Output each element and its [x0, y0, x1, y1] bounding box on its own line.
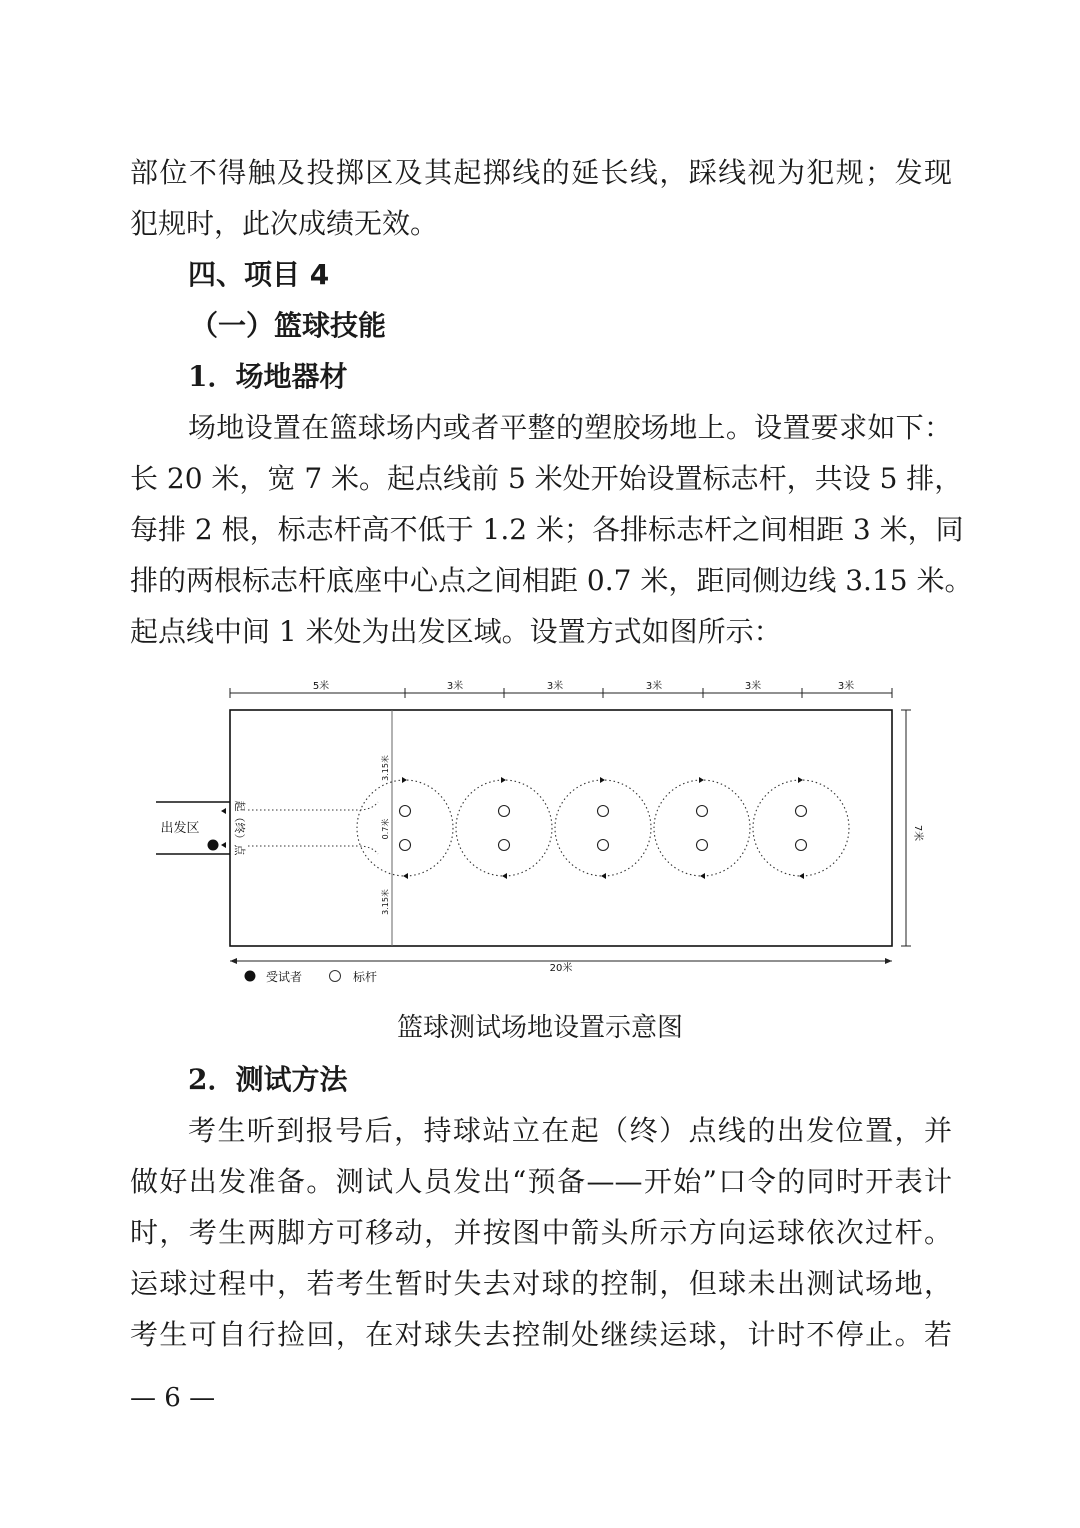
- paragraph-line: 排的两根标志杆底座中心点之间相距 0.7 米，距同侧边线 3.15 米。: [130, 564, 973, 597]
- page-number: — 6 —: [130, 1383, 216, 1413]
- dim-label-3m: 3米: [546, 681, 564, 692]
- figure-caption: 篮球测试场地设置示意图: [396, 1013, 683, 1043]
- pole-marker: [598, 806, 609, 817]
- item-title: 2．测试方法: [188, 1063, 348, 1096]
- lower-side-distance-label: 3.15米: [381, 889, 390, 915]
- paragraph-line: 犯规时，此次成绩无效。: [130, 207, 439, 240]
- dribble-path-circle: [357, 780, 453, 876]
- length-dim-arrow-right: [885, 958, 892, 964]
- dim-label-3m: 3米: [645, 681, 663, 692]
- paragraph-line: 运球过程中，若考生暂时失去对球的控制，但球未出测试场地，: [130, 1267, 952, 1300]
- entry-path: [248, 802, 378, 810]
- direction-arrow-icon: [501, 777, 506, 783]
- dim-label-3m: 3米: [744, 681, 762, 692]
- item-title: 1．场地器材: [188, 360, 348, 393]
- dribble-path-circle: [555, 780, 651, 876]
- direction-arrow-icon: [699, 777, 704, 783]
- direction-arrow-icon: [403, 873, 408, 879]
- section-title: 四、项目 4: [188, 258, 330, 291]
- pole-marker: [697, 840, 708, 851]
- paragraph-line: 起点线中间 1 米处为出发区域。设置方式如图所示：: [130, 615, 782, 648]
- pole-marker: [400, 840, 411, 851]
- pole-marker: [499, 806, 510, 817]
- pole-marker: [598, 840, 609, 851]
- start-arrow-icon: [221, 808, 226, 814]
- dribble-path-circle: [753, 780, 849, 876]
- dribble-path-circle: [456, 780, 552, 876]
- court-boundary: [230, 710, 892, 946]
- dim-label-5m: 5米: [312, 681, 330, 692]
- legend-player-icon: [245, 971, 256, 982]
- start-area-label: 出发区: [160, 821, 200, 836]
- dim-label-3m: 3米: [446, 681, 464, 692]
- paragraph-line: 考生可自行捡回，在对球失去控制处继续运球，计时不停止。若: [130, 1318, 952, 1351]
- direction-arrow-icon: [600, 777, 605, 783]
- direction-arrow-icon: [502, 873, 507, 879]
- player-marker: [208, 840, 219, 851]
- dribble-path-circle: [654, 780, 750, 876]
- pole-marker: [697, 806, 708, 817]
- paragraph-line: 部位不得触及投掷区及其起掷线的延长线，踩线视为犯规；发现: [130, 156, 952, 189]
- subsection-title: （一）篮球技能: [190, 309, 387, 342]
- paragraph-line: 每排 2 根，标志杆高不低于 1.2 米；各排标志杆之间相距 3 米，同: [130, 513, 964, 546]
- dim-label-3m: 3米: [837, 681, 855, 692]
- length-dim-arrow-left: [230, 958, 237, 964]
- paragraph-line: 时，考生两脚方可移动，并按图中箭头所示方向运球依次过杆。: [130, 1216, 952, 1249]
- pole-marker: [499, 840, 510, 851]
- court-diagram: [150, 676, 923, 996]
- start-line-label: 起（终）点: [233, 800, 246, 856]
- legend-player-label: 受试者: [266, 970, 303, 984]
- upper-side-distance-label: 3.15米: [381, 755, 390, 781]
- paragraph-line: 长 20 米，宽 7 米。起点线前 5 米处开始设置标志杆，共设 5 排，: [130, 462, 963, 495]
- exit-path: [248, 846, 378, 854]
- direction-arrow-icon: [799, 873, 804, 879]
- pole-marker: [796, 806, 807, 817]
- pole-marker: [796, 840, 807, 851]
- pole-gap-label: 0.7米: [381, 818, 390, 840]
- direction-arrow-icon: [798, 777, 803, 783]
- direction-arrow-icon: [402, 777, 407, 783]
- paragraph-line: 做好出发准备。测试人员发出“预备——开始”口令的同时开表计: [130, 1165, 952, 1198]
- return-arrow-icon: [221, 842, 226, 848]
- width-label: 7米: [912, 824, 923, 842]
- direction-arrow-icon: [601, 873, 606, 879]
- legend-pole-icon: [330, 971, 341, 982]
- direction-arrow-icon: [700, 873, 705, 879]
- length-label: 20米: [549, 963, 573, 974]
- legend-pole-label: 标杆: [353, 970, 378, 984]
- paragraph-line: 场地设置在篮球场内或者平整的塑胶场地上。设置要求如下：: [188, 411, 952, 444]
- paragraph-line: 考生听到报号后，持球站立在起（终）点线的出发位置，并: [188, 1114, 952, 1147]
- pole-marker: [400, 806, 411, 817]
